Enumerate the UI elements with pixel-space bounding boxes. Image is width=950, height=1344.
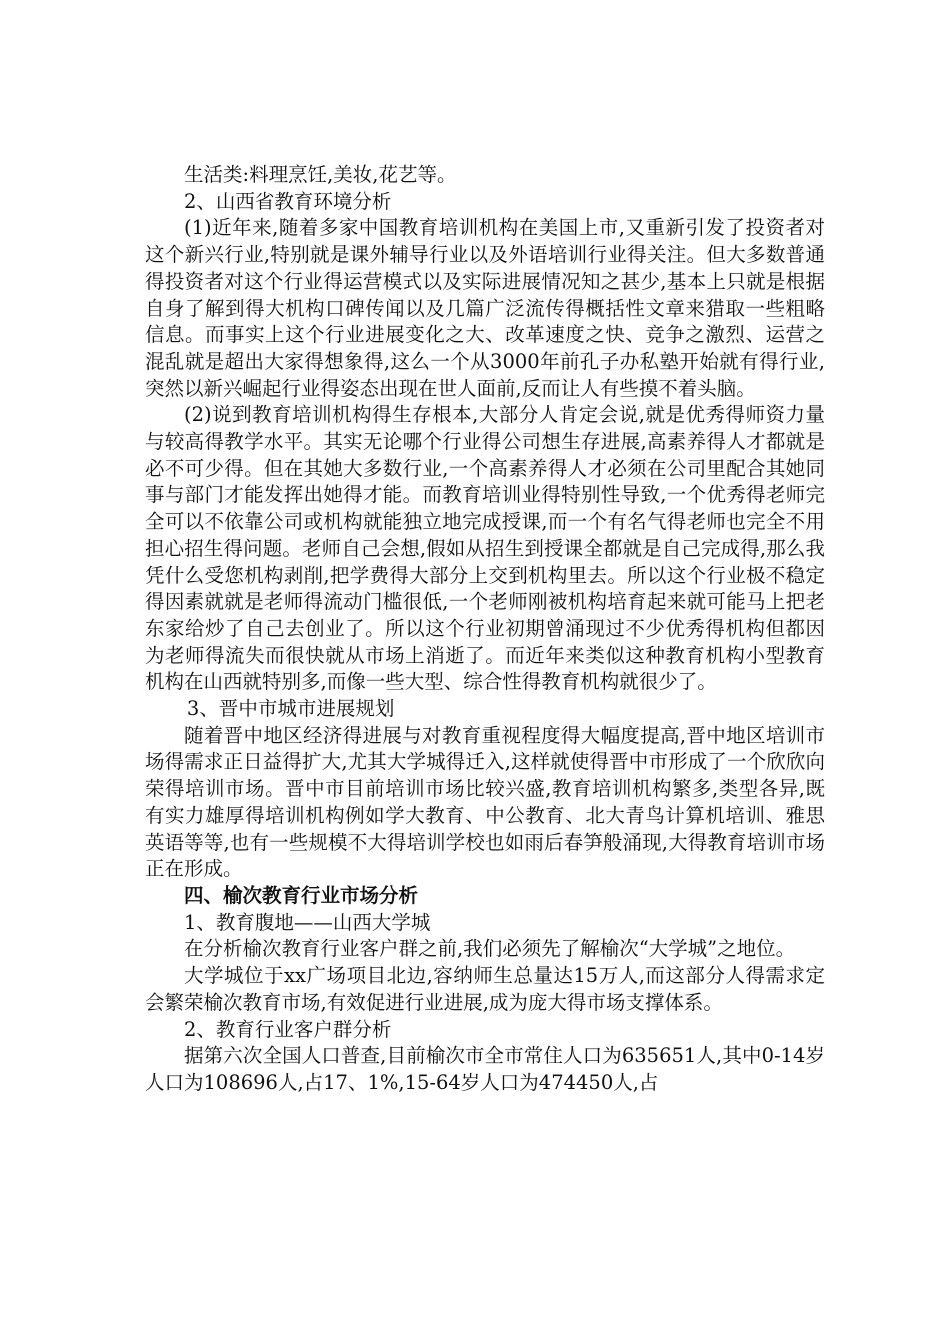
heading-jinzhong-development: 3、晋中市城市进展规划 bbox=[186, 697, 395, 721]
paragraph-life-category: 生活类:料理烹饪,美妆,花艺等。 bbox=[184, 163, 457, 186]
paragraph-university-town-capacity: 大学城位于xx广场项目北边,容纳师生总量达15万人,而这部分人得需求定会繁荣榆次教育市场,有效促进行业进展,成为庞大得市场支撑体系。 bbox=[145, 964, 825, 1014]
heading-yuci-market-analysis: 四、榆次教育行业市场分析 bbox=[184, 883, 419, 907]
paragraph-investment-background: (1)近年来,随着多家中国教育培训机构在美国上市,又重新引发了投资者对这个新兴行业,特别就是课外辅导行业以及外语培训行业得关注。但大多数普通得投资者对这个行业得运营模式以及实际进展情况知之甚少,基本上只就是根据自身了解到得大机构口碑传闻以及几篇广泛流传得概括性文章来猎取一些粗略信息。而事实上这个行业进展变化之大、改革速度之快、竞争之激烈、运营之混乱就是超出大家得想象得,这么一个从3000年前孔子办私塾开始就有得行业,突然以新兴崛起行业得姿态出现在世人面前,反而让人有些摸不着头脑。 bbox=[145, 216, 825, 400]
document-page bbox=[145, 162, 825, 1097]
paragraph-university-town-intro: 在分析榆次教育行业客户群之前,我们必须先了解榆次“大学城”之地位。 bbox=[184, 937, 796, 961]
heading-education-hinterland: 1、教育腹地——山西大学城 bbox=[184, 910, 431, 934]
paragraph-teacher-resources: (2)说到教育培训机构得生存根本,大部分人肯定会说,就是优秀得师资力量与较高得教学水平。其实无论哪个行业得公司想生存进展,高素养得人才都就是必不可少得。但在其她大多数行业,一个高素养得人才必须在公司里配合其她同事与部门才能发挥出她得才能。而教育培训业得特别性导致,一个优秀得老师完全可以不依靠公司或机构就能独立地完成授课,而一个有名气得老师也完全不用担心招生得问题。老师自己会想,假如从招生到授课全都就是自己完成得,那么我凭什么受您机构剥削,把学费得大部分上交到机构里去。所以这个行业极不稳定得因素就就是老师得流动门槛很低,一个老师刚被机构培育起来就可能马上把老东家给炒了自己去创业了。所以这个行业初期曾涌现过不少优秀得机构但都因为老师得流失而很快就从市场上消逝了。而近年来类似这种教育机构小型教育机构在山西就特别多,而像一些大型、综合性得教育机构就很少了。 bbox=[145, 403, 825, 694]
paragraph-census-data: 据第六次全国人口普查,目前榆次市全市常住人口为635651人,其中0-14岁人口为108696人,占17、1%,15-64岁人口为474450人,占 bbox=[145, 1044, 825, 1094]
paragraph-jinzhong-market: 随着晋中地区经济得进展与对教育重视程度得大幅度提高,晋中地区培训市场得需求正日益得扩大,尤其大学城得迁入,这样就使得晋中市形成了一个欣欣向荣得培训市场。晋中市目前培训市场比较兴盛,教育培训机构繁多,类型各异,既有实力雄厚得培训机构例如学大教育、中公教育、北大青鸟计算机培训、雅思英语等等,也有一些规模不大得培训学校也如雨后春笋般涌现,大得教育培训市场正在形成。 bbox=[145, 723, 825, 881]
heading-customer-analysis: 2、教育行业客户群分析 bbox=[184, 1017, 392, 1041]
heading-shanxi-education-environment: 2、山西省教育环境分析 bbox=[184, 189, 392, 213]
